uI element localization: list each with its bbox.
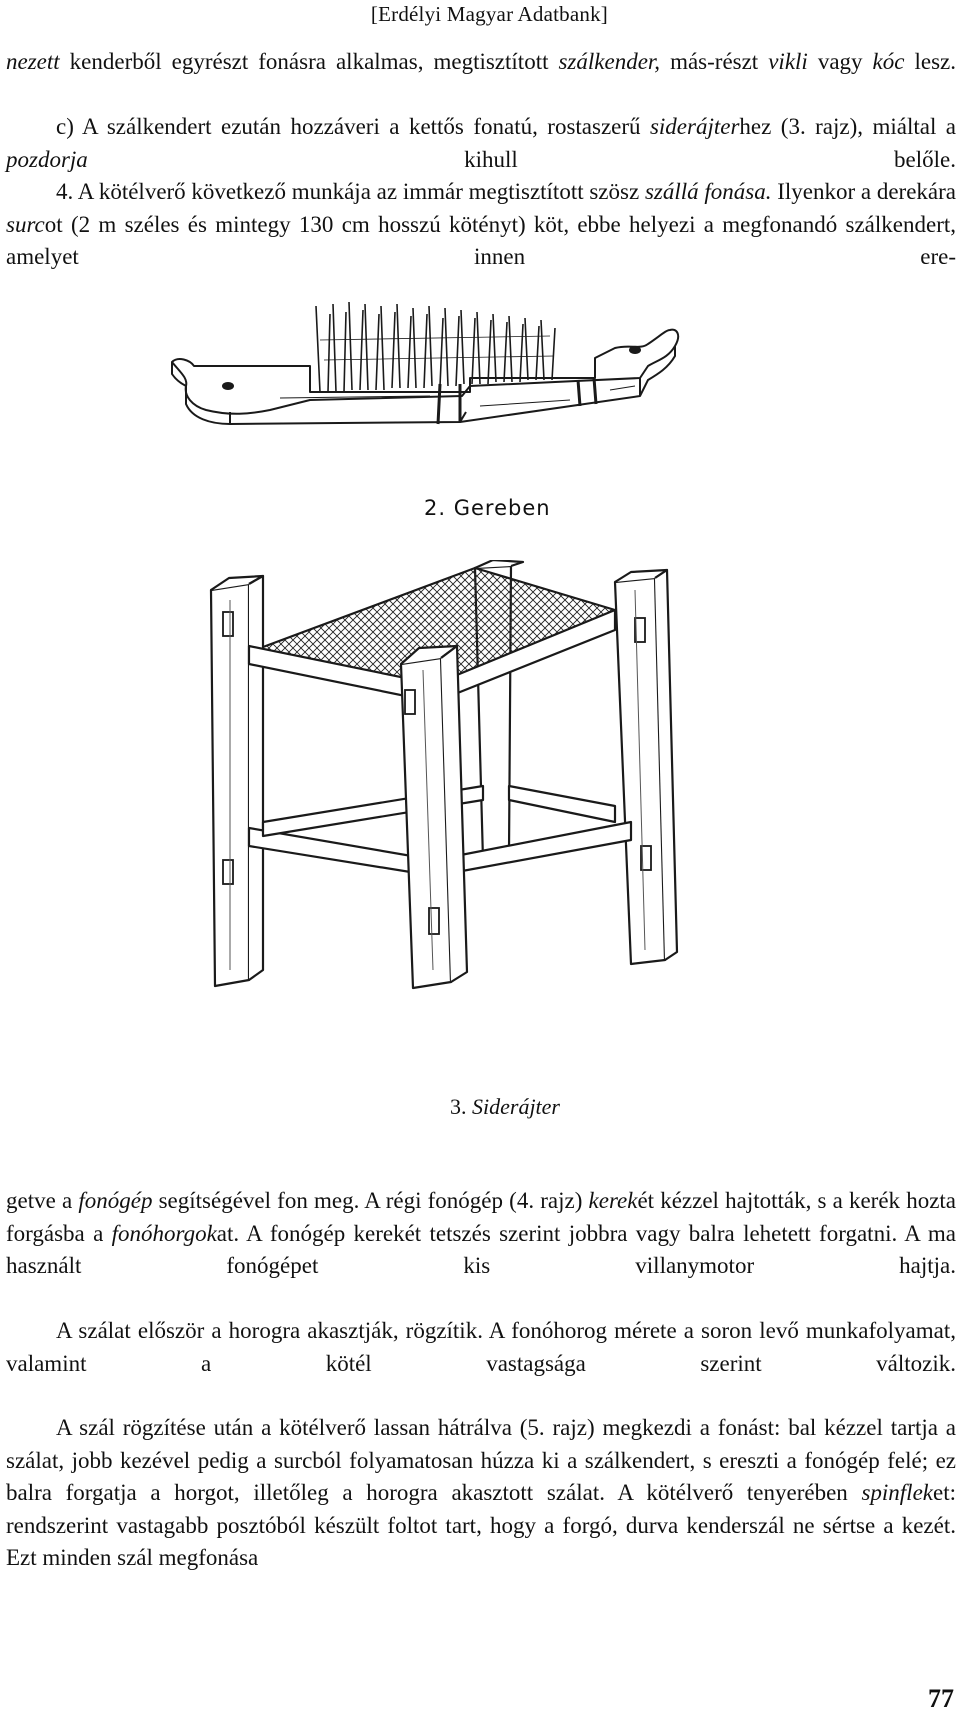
- source-header: [Erdélyi Magyar Adatbank]: [370, 2, 608, 26]
- caption-number: 3.: [450, 1094, 472, 1119]
- text-run: lesz.: [904, 49, 956, 74]
- text-run: segítségével fon meg. A régi fonógép (4. rajz): [152, 1188, 589, 1213]
- paragraph-5: [6, 1315, 956, 1380]
- siderajter-drawing: [205, 560, 740, 1080]
- paragraph-2: [6, 111, 956, 176]
- term-szalkender: szálkender,: [558, 49, 661, 74]
- term-fonohorgok: fonóhorgok: [111, 1220, 217, 1246]
- text-run: A szálat először a horogra akasztják, rögzítik. A fonóhorog mérete a soron levő munkafolyamat, valamint a kötél vastagsága szerint változik.: [6, 1318, 956, 1376]
- text-run: A szál rögzítése után a kötélverő lassan hátrálva (5. rajz) megkezdi a fonást: bal kézzel tartja a szálat, jobb kezével pedig a surcból folyamatosan húzza ki a szálkendert, s ereszti a fonógép felé; ez balra forgatja a horgot, illetőleg a horogra akasztott szálat. A kötélverő tenyerében: [6, 1415, 956, 1505]
- text-run: ét kézzel hajtották, s a kerék hozta forgásba a: [6, 1188, 957, 1246]
- text-run: et: rendszerint vastagabb posztóból készült foltot tart, hogy a forgó, durva kenderszál ne sértse a kezét. Ezt minden szál megfonása: [6, 1480, 956, 1570]
- text-run: 4. A kötélverő következő munkája az immár megtisztított szösz: [56, 179, 645, 204]
- figure-caption-gereben: 2. Gereben: [424, 496, 551, 520]
- term-vikli: vikli: [768, 49, 808, 74]
- term-fonogep: fonógép: [78, 1188, 153, 1213]
- term-spinflek: spinflek: [861, 1480, 933, 1505]
- term-szalla-fonasa: szállá fonása.: [644, 179, 772, 204]
- siderajter-illustration: [205, 560, 740, 1080]
- text-run: c) A szálkendert ezután hozzáveri a kettős fonatú, rostaszerű: [56, 114, 650, 139]
- paragraph-3: [6, 176, 956, 274]
- page-number: 77: [928, 1684, 954, 1713]
- paragraph-6: [6, 1412, 956, 1575]
- term-nezett: nezett: [6, 49, 60, 74]
- term-koc: kóc: [872, 49, 905, 74]
- text-run: at. A fonógép kerekét tetszés szerint jobbra vagy balra lehetett forgatni. A ma használt fonógépet kis villanymotor hajtja.: [6, 1220, 956, 1278]
- gereben-illustration: [170, 300, 770, 490]
- term-surc: surc: [6, 211, 45, 237]
- gereben-drawing: [170, 300, 770, 490]
- text-run: hez (3. rajz), miáltal a: [739, 114, 956, 139]
- paragraph-4: [6, 1185, 956, 1283]
- term-pozdorja: pozdorja: [6, 146, 88, 172]
- text-run: Ilyenkor a derekára: [771, 179, 957, 204]
- figure-caption-siderajter: [450, 1094, 560, 1120]
- text-run: kihull belőle.: [87, 146, 956, 172]
- text-run: vagy: [807, 49, 873, 74]
- text-run: más-részt: [660, 49, 769, 74]
- text-run: ot (2 m széles és mintegy 130 cm hosszú kötényt) köt, ebbe helyezi a megfonandó szálkendert, amelyet innen ere-: [6, 211, 956, 269]
- caption-title: Siderájter: [472, 1094, 560, 1119]
- text-run: getve a: [6, 1188, 79, 1213]
- term-kerek: kerek: [588, 1188, 638, 1213]
- text-run: kenderből egyrészt fonásra alkalmas, megtisztított: [59, 49, 559, 74]
- paragraph-1: [6, 46, 956, 79]
- term-siderajter: siderájter: [649, 114, 740, 139]
